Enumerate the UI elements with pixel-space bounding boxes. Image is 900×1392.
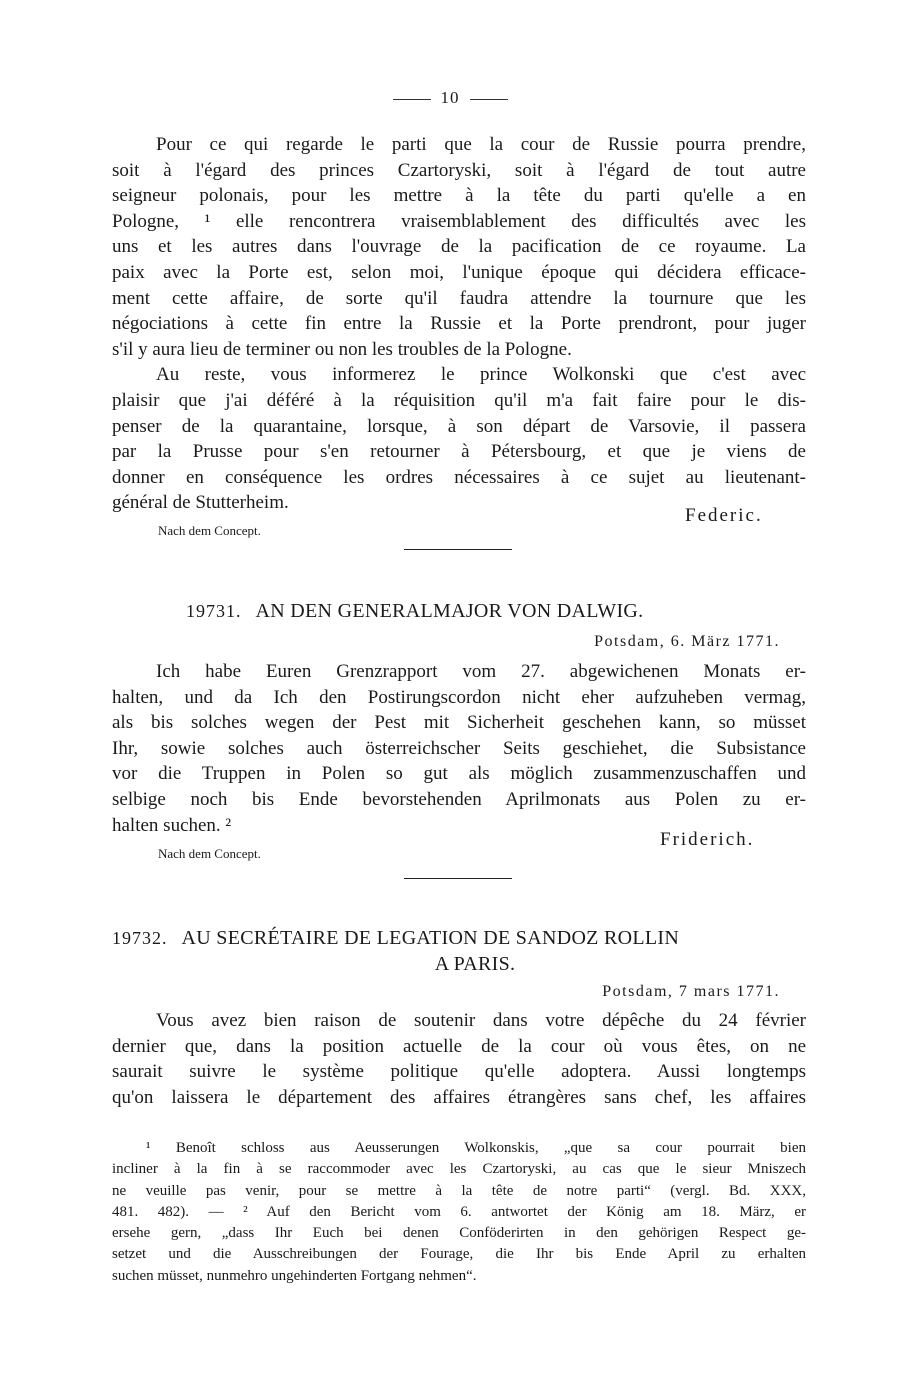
text-line: vor die Truppen in Polen so gut als möglich zusammenzuschaffen und bbox=[112, 763, 806, 785]
letter-number: 19731. bbox=[186, 601, 242, 621]
section-divider bbox=[404, 878, 512, 879]
text-line: selbige noch bis Ende bevorstehenden Aprilmonats aus Polen zu er- bbox=[112, 788, 806, 810]
text-line: qu'on laissera le département des affaires étrangères sans chef, les affaires bbox=[112, 1086, 806, 1108]
text-line: soit à l'égard des princes Czartoryski, soit à l'égard de tout autre bbox=[112, 159, 806, 181]
letter-number: 19732. bbox=[112, 928, 168, 948]
page-number-dash-left bbox=[393, 99, 431, 100]
page-number-text: 10 bbox=[440, 88, 460, 107]
text-line: Vous avez bien raison de soutenir dans votre dépêche du 24 février bbox=[156, 1010, 806, 1031]
footnote-line: ersehe gern, „dass Ihr Euch bei denen Conföderirten in den gehörigen Respect ge- bbox=[112, 1225, 806, 1242]
section-divider bbox=[404, 549, 512, 550]
footnote-line: suchen müsset, nunmehro ungehinderten Fortgang nehmen“. bbox=[112, 1267, 477, 1284]
text-line: négociations à cette fin entre la Russie et la Porte prendront, pour juger bbox=[112, 313, 806, 335]
letter-title: AU SECRÉTAIRE DE LEGATION DE SANDOZ ROLLIN bbox=[181, 927, 680, 949]
text-line: donner en conséquence les ordres nécessaires à ce sujet au lieutenant- bbox=[112, 466, 806, 488]
text-line: paix avec la Porte est, selon moi, l'unique époque qui décidera efficace- bbox=[112, 261, 806, 283]
signature: Friderich. bbox=[660, 829, 755, 850]
text-line: Au reste, vous informerez le prince Wolkonski que c'est avec bbox=[156, 364, 806, 386]
letter-1-body bbox=[112, 132, 806, 516]
dateline: Potsdam, 7 mars 1771. bbox=[602, 983, 780, 1000]
letter-heading bbox=[186, 600, 880, 623]
text-line: s'il y aura lieu de terminer ou non les troubles de la Pologne. bbox=[112, 338, 572, 360]
text-line: plaisir que j'ai déféré à la réquisition qu'il m'a fait faire pour le dis- bbox=[112, 389, 806, 411]
letter-3-body bbox=[112, 1008, 806, 1110]
text-line: par la Prusse pour s'en retourner à Pétersbourg, et que je viens de bbox=[112, 441, 806, 463]
text-line: saurait suivre le système politique qu'elle adoptera. Aussi longtemps bbox=[112, 1061, 806, 1083]
text-line: Pologne, ¹ elle rencontrera vraisemblablement des difficultés avec les bbox=[112, 210, 806, 232]
page-number bbox=[0, 88, 900, 108]
text-line: Ihr, sowie solches auch österreichscher Seits geschiehet, die Subsistance bbox=[112, 737, 806, 759]
letter-title: AN DEN GENERALMAJOR VON DALWIG. bbox=[255, 600, 644, 622]
text-line: penser de la quarantaine, lorsque, à son départ de Varsovie, il passera bbox=[112, 415, 806, 437]
text-line: dernier que, dans la position actuelle de la cour où vous êtes, on ne bbox=[112, 1035, 806, 1057]
text-line: Pour ce qui regarde le parti que la cour de Russie pourra prendre, bbox=[156, 134, 806, 155]
source-note: Nach dem Concept. bbox=[158, 846, 261, 861]
footnote-line: ne veuille pas venir, pour se mettre à la tête de notre parti“ (vergl. Bd. XXX, bbox=[112, 1182, 806, 1199]
signature: Federic. bbox=[685, 505, 763, 526]
page-number-dash-right bbox=[470, 99, 508, 100]
footnote-line: incliner à la fin à se raccommoder avec les Czartoryski, au cas que le sieur Mniszech bbox=[112, 1161, 806, 1178]
footnote-line: ¹ Benoît schloss aus Aeusserungen Wolkonskis, „que sa cour pourrait bien bbox=[146, 1140, 806, 1156]
text-line: seigneur polonais, pour les mettre à la tête du parti qu'elle a en bbox=[112, 185, 806, 207]
letter-heading bbox=[112, 927, 806, 950]
text-line: général de Stutterheim. bbox=[112, 492, 289, 514]
source-note: Nach dem Concept. bbox=[158, 523, 261, 538]
footnotes bbox=[112, 1138, 806, 1287]
text-line: als bis solches wegen der Pest mit Sicherheit geschehen kann, so müsset bbox=[112, 712, 806, 734]
text-line: uns et les autres dans l'ouvrage de la pacification de ce royaume. La bbox=[112, 236, 806, 258]
letter-2-body bbox=[112, 659, 806, 838]
footnote-line: 481. 482). — ² Auf den Bericht vom 6. antwortet der König am 18. März, er bbox=[112, 1203, 806, 1220]
text-line: halten suchen. ² bbox=[112, 814, 232, 836]
text-line: Ich habe Euren Grenzrapport vom 27. abgewichenen Monats er- bbox=[156, 661, 806, 682]
dateline: Potsdam, 6. März 1771. bbox=[594, 633, 780, 650]
footnote-line: setzet und die Ausschreibungen der Fourage, die Ihr bis Ende April zu erhalten bbox=[112, 1246, 806, 1263]
text-line: halten, und da Ich den Postirungscordon nicht eher aufzuheben vermag, bbox=[112, 686, 806, 708]
letter-title-continued: A PARIS. bbox=[434, 953, 516, 975]
text-line: ment cette affaire, de sorte qu'il faudra attendre la tournure que les bbox=[112, 287, 806, 309]
